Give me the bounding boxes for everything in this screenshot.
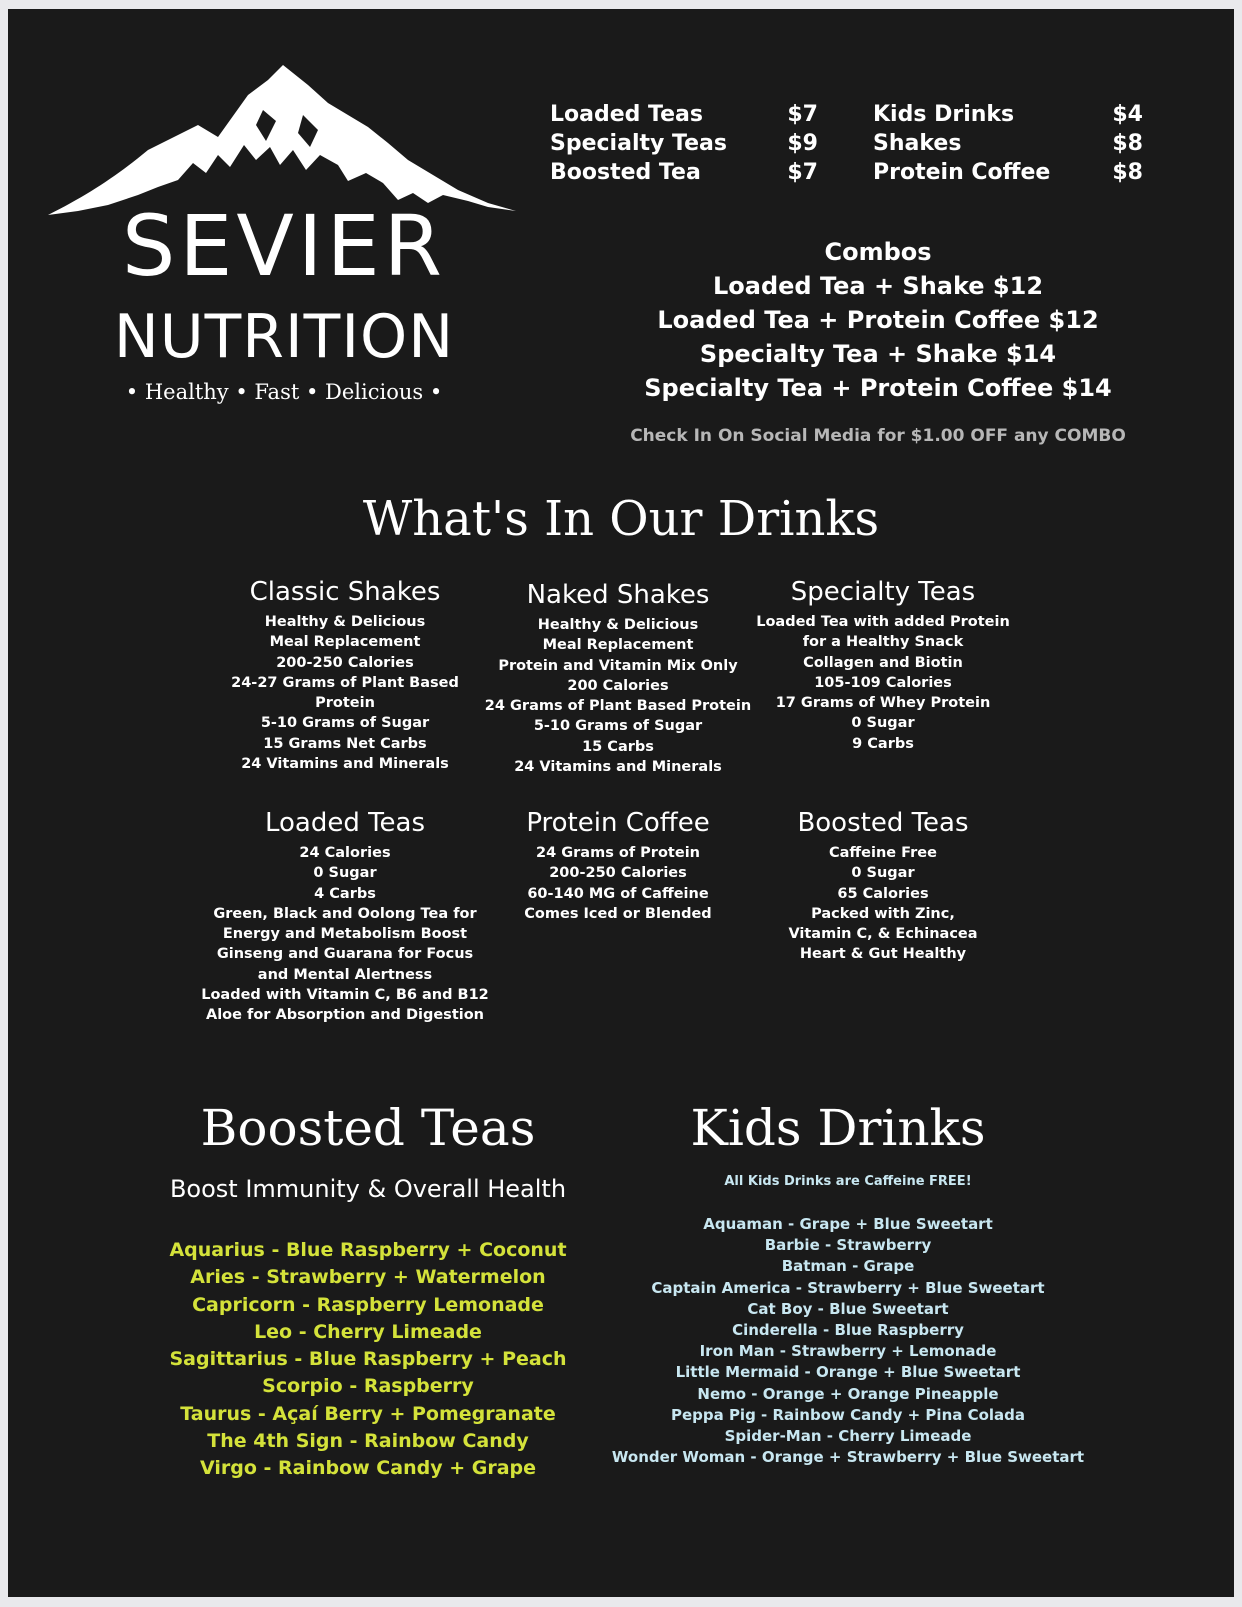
info-line: 105-109 Calories [814, 674, 952, 691]
info-line: Collagen and Biotin [803, 654, 963, 671]
info-line: Comes Iced or Blended [524, 905, 712, 922]
combo-item: Specialty Tea + Protein Coffee $14 [644, 374, 1112, 402]
price-item: Boosted Tea [550, 160, 701, 185]
kids-flavor-list [588, 1214, 1108, 1468]
info-line: Healthy & Delicious [537, 617, 699, 633]
info-line: 5-10 Grams of Sugar [260, 715, 430, 732]
info-line: 24 Calories [299, 845, 391, 861]
logo-sevier-text: SEVIER [121, 197, 447, 295]
list-item: Cat Boy - Blue Sweetart [747, 1299, 949, 1318]
info-line: 24 Grams of Plant Based Protein [484, 698, 752, 715]
price-list-left [550, 100, 818, 187]
list-item: Spider-Man - Cherry Limeade [724, 1427, 972, 1446]
price-value: $7 [787, 102, 818, 127]
price-value: $8 [1112, 160, 1143, 185]
info-block-boosted-teas [758, 810, 1008, 965]
price-value: $7 [787, 160, 818, 185]
info-line: and Mental Alertness [257, 966, 433, 983]
info-line: Green, Black and Oolong Tea for [213, 905, 477, 922]
boosted-teas-subtitle: Boost Immunity & Overall Health [169, 1175, 567, 1203]
boosted-teas-title: Boosted Teas [200, 1099, 536, 1157]
price-row [873, 158, 1143, 187]
info-line: 200-250 Calories [549, 865, 687, 882]
info-block-title: Classic Shakes [249, 577, 441, 607]
info-block-loaded-teas [200, 810, 490, 1026]
logo-nutrition-text: NUTRITION [113, 302, 455, 372]
info-line: Loaded Tea with added Protein [756, 614, 1010, 630]
info-line: 200-250 Calories [276, 654, 414, 671]
info-line: 4 Carbs [314, 885, 376, 902]
info-block-specialty-teas [748, 579, 1018, 754]
info-line: Vitamin C, & Echinacea [788, 926, 978, 943]
info-line: Heart & Gut Healthy [799, 946, 967, 963]
combos-section [608, 235, 1148, 405]
info-line: Meal Replacement [542, 637, 694, 654]
whats-in-title: What's In Our Drinks [362, 491, 880, 547]
info-line: 17 Grams of Whey Protein [775, 695, 991, 712]
combo-item: Loaded Tea + Protein Coffee $12 [657, 306, 1099, 334]
info-line: 15 Carbs [582, 738, 654, 755]
list-item: Aquarius - Blue Raspberry + Coconut [169, 1239, 567, 1261]
list-item: Iron Man - Strawberry + Lemonade [699, 1342, 997, 1361]
kids-caffeine-note: All Kids Drinks are Caffeine FREE! [724, 1174, 972, 1189]
info-block-title: Protein Coffee [526, 808, 710, 838]
info-line: Healthy & Delicious [264, 614, 426, 630]
info-line: 24 Grams of Protein [536, 845, 700, 861]
info-line: Aloe for Absorption and Digestion [205, 1007, 485, 1024]
info-line: 65 Calories [837, 885, 929, 902]
menu-board [8, 9, 1234, 1597]
info-line: 0 Sugar [313, 865, 377, 882]
info-line: 24 Vitamins and Minerals [241, 756, 449, 773]
info-block-title: Specialty Teas [790, 577, 976, 607]
info-block-protein-coffee [488, 810, 748, 924]
list-item: The 4th Sign - Rainbow Candy [207, 1430, 529, 1453]
list-item: Sagittarius - Blue Raspberry + Peach [169, 1348, 567, 1371]
price-value: $8 [1112, 131, 1143, 156]
info-line: 15 Grams Net Carbs [263, 735, 427, 752]
list-item: Scorpio - Raspberry [262, 1375, 474, 1398]
info-block-title: Boosted Teas [797, 808, 969, 838]
price-item: Shakes [873, 131, 962, 156]
info-line: 200 Calories [567, 677, 669, 694]
list-item: Leo - Cherry Limeade [254, 1320, 482, 1343]
list-item: Aquaman - Grape + Blue Sweetart [703, 1215, 993, 1233]
boosted-flavor-list [108, 1237, 628, 1483]
list-item: Captain America - Strawberry + Blue Sweetart [651, 1278, 1045, 1297]
info-line: Loaded with Vitamin C, B6 and B12 [201, 987, 489, 1004]
info-block-title: Naked Shakes [526, 580, 710, 610]
info-block-naked-shakes [483, 582, 753, 777]
list-item: Aries - Strawberry + Watermelon [190, 1266, 546, 1289]
info-line: Packed with Zinc, [811, 905, 955, 922]
info-line: 60-140 MG of Caffeine [527, 885, 709, 902]
combo-item: Specialty Tea + Shake $14 [699, 340, 1057, 368]
price-item: Specialty Teas [550, 131, 727, 156]
info-line: Ginseng and Guarana for Focus [216, 946, 474, 963]
price-value: $9 [787, 131, 818, 156]
price-row [873, 129, 1143, 158]
combo-discount-note: Check In On Social Media for $1.00 OFF any COMBO [630, 426, 1126, 446]
info-line: 24 Vitamins and Minerals [514, 759, 722, 776]
list-item: Wonder Woman - Orange + Strawberry + Blue Sweetart [611, 1448, 1085, 1467]
price-row [550, 100, 818, 129]
list-item: Virgo - Rainbow Candy + Grape [199, 1457, 537, 1480]
info-line: 0 Sugar [851, 715, 915, 732]
combo-item: Loaded Tea + Shake $12 [712, 272, 1044, 300]
info-block-classic-shakes [200, 579, 490, 774]
price-row [550, 158, 818, 187]
price-item: Kids Drinks [873, 102, 1015, 127]
info-line: Caffeine Free [829, 845, 937, 861]
price-row [550, 129, 818, 158]
info-line: 24-27 Grams of Plant Based Protein [231, 674, 459, 712]
info-line: Energy and Metabolism Boost [222, 926, 468, 943]
info-line: 9 Carbs [852, 735, 914, 752]
list-item: Peppa Pig - Rainbow Candy + Pina Colada [670, 1405, 1026, 1424]
list-item: Taurus - Açaí Berry + Pomegranate [180, 1402, 556, 1425]
price-value: $4 [1112, 102, 1143, 127]
price-row [873, 100, 1143, 129]
kids-drinks-title: Kids Drinks [690, 1099, 986, 1157]
info-line: Protein and Vitamin Mix Only [498, 657, 738, 674]
price-list-right [873, 100, 1143, 187]
list-item: Nemo - Orange + Orange Pineapple [697, 1384, 999, 1403]
info-line: Meal Replacement [269, 634, 421, 651]
price-item: Loaded Teas [550, 102, 704, 127]
info-line: 0 Sugar [851, 865, 915, 882]
combos-title: Combos [824, 238, 932, 266]
list-item: Batman - Grape [781, 1257, 915, 1276]
list-item: Little Mermaid - Orange + Blue Sweetart [675, 1363, 1021, 1382]
info-line: 5-10 Grams of Sugar [533, 718, 703, 735]
info-block-title: Loaded Teas [264, 808, 426, 838]
price-item: Protein Coffee [873, 160, 1051, 185]
list-item: Barbie - Strawberry [764, 1236, 932, 1255]
logo-tagline: • Healthy • Fast • Delicious • [125, 380, 443, 404]
list-item: Cinderella - Blue Raspberry [732, 1321, 964, 1340]
list-item: Capricorn - Raspberry Lemonade [192, 1293, 544, 1316]
info-line: for a Healthy Snack [802, 634, 964, 651]
